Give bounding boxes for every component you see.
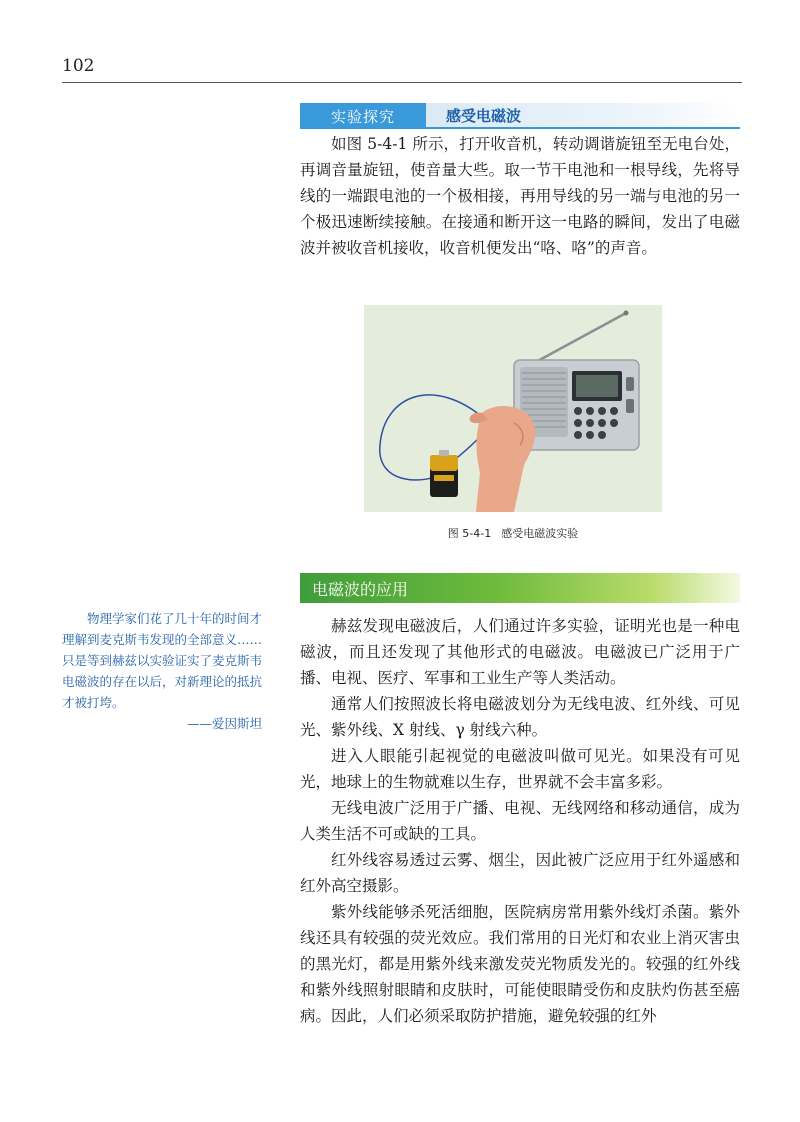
radio-battery-illustration [364,305,662,512]
application-paragraph: 通常人们按照波长将电磁波划分为无线电波、红外线、可见光、紫外线、X 射线、γ 射线六种。 [300,695,740,739]
experiment-body [300,131,740,261]
application-paragraph: 赫兹发现电磁波后，人们通过许多实验，证明光也是一种电磁波，而且还发现了其他形式的电磁波。电磁波已广泛用于广播、电视、医疗、军事和工业生产等人类活动。 [300,617,740,687]
figure-caption [364,525,662,541]
figure-caption-text: 感受电磁波实验 [501,527,579,540]
header-divider [62,82,742,83]
page-number: 102 [62,56,95,76]
experiment-paragraph: 如图 5-4-1 所示，打开收音机，转动调谐旋钮至无电台处，再调音量旋钮，使音量大些。取一节干电池和一根导线，先将导线的一端跟电池的一个极相接，再用导线的另一端与电池的另一个极迅速断续接触。在接通和断开这一电路的瞬间，发出了电磁波并被收音机接收，收音机便发出“咯、咯”的声音。 [300,135,740,257]
battery-icon [430,450,458,497]
application-paragraph: 进入人眼能引起视觉的电磁波叫做可见光。如果没有可见光，地球上的生物就难以生存，世界就不会丰富多彩。 [300,747,740,791]
experiment-title: 感受电磁波 [426,103,740,129]
application-paragraph: 无线电波广泛用于广播、电视、无线网络和移动通信，成为人类生活不可或缺的工具。 [300,799,740,843]
applications-section-header [300,573,740,603]
quote-author: ——爱因斯坦 [186,716,262,731]
quote-text: 物理学家们花了几十年的时间才理解到麦克斯韦发现的全部意义……只是等到赫兹以实验证实了麦克斯韦电磁波的存在以后，对新理论的抵抗才被打垮。 [62,611,263,710]
applications-title: 电磁波的应用 [312,579,409,599]
experiment-section-header [300,103,740,129]
application-paragraph: 紫外线能够杀死活细胞，医院病房常用紫外线灯杀菌。紫外线还具有较强的荧光效应。我们常用的日光灯和农业上消灭害虫的黑光灯，都是用紫外线来激发荧光物质发光的。较强的红外线和紫外线照射眼睛和皮肤时，可能使眼睛受伤和皮肤灼伤甚至癌病。因此，人们必须采取防护措施，避免较强的红外 [300,903,740,1025]
sidebar-quote [62,608,262,734]
experiment-figure [364,305,662,512]
application-paragraph: 红外线容易透过云雾、烟尘，因此被广泛应用于红外遥感和红外高空摄影。 [300,851,740,895]
experiment-tag: 实验探究 [300,103,426,129]
applications-body [300,613,740,1029]
figure-number: 图 5-4-1 [447,527,492,540]
